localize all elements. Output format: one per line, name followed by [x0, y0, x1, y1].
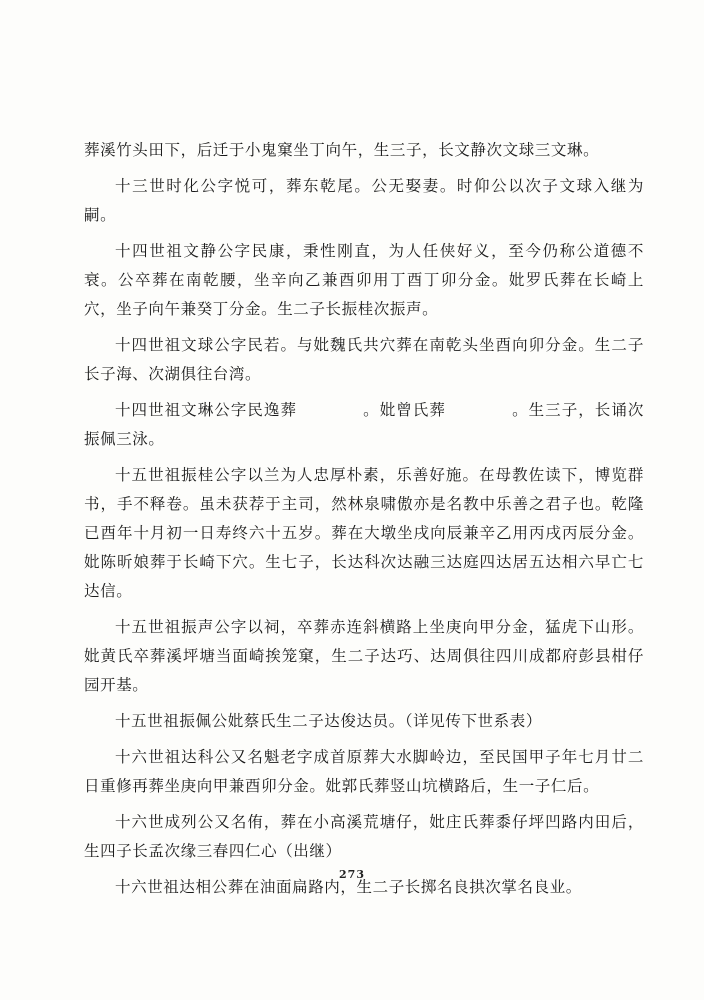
paragraph-16th-chenglie: 十六世成列公又名侑，葬在小高溪荒塘仔，妣庄氏葬黍仔坪凹路内田后，生四子长孟次缘三春四仁心（出继）: [84, 813, 644, 860]
paragraph-16th-daxiang: 十六世祖达相公葬在油面扁路内，生二子长掷名良拱次掌名良业。: [115, 878, 582, 896]
paragraph-15th-zhenpei: 十五世祖振佩公妣蔡氏生二子达俊达员。（详见传下世系表）: [115, 712, 542, 730]
paragraph-16th-dake: 十六世祖达科公又名魁老字成首原葬大水脚岭边，至民国甲子年七月廿二日重修再葬坐庚向甲兼酉卯分金。妣郭氏葬竖山坑横路后，生一子仁后。: [84, 748, 644, 795]
paragraph-15th-zhensheng: 十五世祖振声公字以祠，卒葬赤连斜横路上坐庚向甲分金，猛虎下山形。妣黄氏卒葬溪坪塘当面崎挨笼窠，生二子达巧、达周俱往四川成都府彭县柑仔园开基。: [84, 618, 644, 694]
paragraph-14th-wenlin: 十四世祖文琳公字民逸葬 。妣曾氏葬 。生三子，长诵次振佩三泳。: [84, 401, 644, 448]
paragraph-15th-zhengui: 十五世祖振桂公字以兰为人忠厚朴素，乐善好施。在母教佐读下，博览群书，手不释卷。虽未获荐于主司，然林泉啸傲亦是名教中乐善之君子也。乾隆已酉年十月初一日寿终六十五岁。葬在大墩坐戌向辰兼辛乙用丙戌丙辰分金。妣陈昕娘葬于长崎下穴。生七子，长达科次达融三达庭四达居五达相六早亡七达信。: [84, 466, 644, 600]
paragraph-continued: 葬溪竹头田下，后迁于小鬼窠坐丁向午，生三子，长文静次文球三文琳。: [84, 141, 600, 159]
genealogy-text: [84, 136, 644, 909]
paragraph-13th-shihua: 十三世时化公字悦可，葬东乾尾。公无娶妻。时仰公以次子文球入继为嗣。: [84, 177, 644, 224]
page-number: 273: [339, 868, 365, 881]
paragraph-14th-wenqiu: 十四世祖文球公字民若。与妣魏氏共穴葬在南乾头坐酉向卯分金。生二子长子海、次湖俱往台湾。: [84, 336, 644, 383]
paragraph-14th-wenjing: 十四世祖文静公字民康，秉性刚直，为人任侠好义，至今仍称公道德不衰。公卒葬在南乾腰，坐辛向乙兼酉卯用丁酉丁卯分金。妣罗氏葬在长崎上穴，坐子向午兼癸丁分金。生二子长振桂次振声。: [84, 242, 644, 318]
